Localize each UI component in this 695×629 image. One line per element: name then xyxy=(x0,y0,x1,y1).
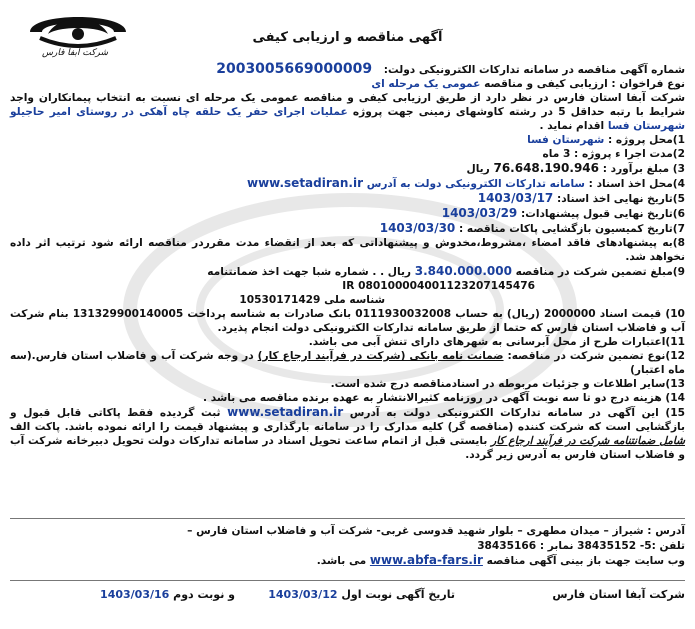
item-3 xyxy=(10,161,685,176)
item-4 xyxy=(10,176,685,191)
phone-number: 38435152 xyxy=(577,539,637,552)
company-name: شرکت آبفا استان فارس xyxy=(552,588,685,601)
divider-top xyxy=(10,518,685,519)
item-8: 8)به پیشنهادهای فاقد امضاء ،مشروط،مخدوش و پیشنهاداتی که بعد از انقضاء مدت مقرردر مناقصه ارائه شود ترتیب اثر داده نخواهد شد. xyxy=(10,237,685,263)
item-15-envelope: شامل ضمانتنامه شرکت در فرآیند ارجاع کار xyxy=(491,435,685,447)
item-10-account: 0111930032008 xyxy=(355,308,452,320)
tender-number-line xyxy=(10,62,685,77)
item-9-national: 10530171429 xyxy=(239,294,321,306)
setadiran-link[interactable]: www.setadiran.ir xyxy=(246,176,363,190)
item-9-iban: IR 080100004001123207145476 xyxy=(342,280,535,292)
item-15-link[interactable]: www.setadiran.ir xyxy=(227,405,344,419)
item-10-label: 10) قیمت اسناد xyxy=(599,308,685,320)
item-15-text-1: 15) این آگهی در سامانه تدارکات الکترونیکی دولت به آدرس xyxy=(349,407,685,419)
item-9-iban-line xyxy=(10,279,685,293)
item-9-national-line xyxy=(10,293,685,307)
divider-bottom xyxy=(10,580,685,581)
item-7-value: 1403/03/30 xyxy=(379,221,456,235)
phone-line xyxy=(10,539,685,554)
item-5-value: 1403/03/17 xyxy=(477,191,554,205)
item-10 xyxy=(10,307,685,335)
item-4-label: 4)محل اخذ اسناد : xyxy=(588,178,685,190)
website-line xyxy=(10,553,685,569)
item-9-value: 3.840.000.000 xyxy=(414,264,512,278)
item-6-value: 1403/03/29 xyxy=(441,206,518,220)
item-2: 2)مدت اجرا ء پروژه : 3 ماه xyxy=(542,148,685,160)
item-5 xyxy=(10,191,685,206)
tender-number-label: شماره آگهی مناقصه در سامانه تدارکات الکترونیکی دولت: xyxy=(383,64,685,76)
intro-text-2: اقدام نماید . xyxy=(539,120,605,132)
item-9 xyxy=(10,264,685,279)
notice-body xyxy=(10,62,685,462)
fax-number: 38435166 xyxy=(477,539,537,552)
logo-caption: شرکت آبفا فارس xyxy=(42,48,109,58)
item-15-text-2: ثبت گردیده فقط پاکاتی قابل قبول و بازگشایی است که شرکت کننده (مناقصه گر) کلیه مدارک را در سامانه بارگذاری و پیشنهاد قیمت را ارائه نموده باشد. پاکت الف xyxy=(10,407,685,433)
item-12 xyxy=(10,349,685,377)
page-title: آگهی مناقصه و ارزیابی کیفی xyxy=(252,30,443,45)
fax-label: نمابر : xyxy=(539,539,574,552)
item-12-guarantee: ضمانت نامه بانکی (شرکت در فرآیند ارجاع کار) xyxy=(257,350,504,362)
item-12-label: 12)نوع تضمین شرکت در مناقصه: xyxy=(507,350,685,362)
item-10-text-2: بانک صادرات به شناسه پرداخت xyxy=(187,308,352,320)
item-1 xyxy=(10,133,685,147)
phone-label: تلفن :5- xyxy=(639,539,685,552)
item-12-text: در وجه شرکت آب و فاضلاب استان فارس.(سه ماه اعتبار) xyxy=(10,350,685,376)
second-publication-label: و نوبت دوم xyxy=(173,588,235,601)
item-1-label: 1)محل پروژه : xyxy=(608,134,685,146)
item-9-rest: ریال . . شماره شبا جهت اخذ ضمانتنامه xyxy=(207,266,412,278)
item-14: 14) هزینه درج دو تا سه نوبت آگهی در روزنامه کثیرالانتشار به عهده برنده مناقصه می باشد . xyxy=(203,392,685,404)
intro-text-1: شرکت آبفا استان فارس در نظر دارد از طریق ارزیابی کیفی و مناقصه عمومی یک مرحله ای نسبت به انتخاب پیمانکاران واجد شرایط با رتبه حداقل 5 در رشته کاوشهای زمینی جهت پروژه xyxy=(10,92,685,118)
first-publication xyxy=(268,588,455,601)
item-15 xyxy=(10,405,685,462)
abfa-website-link[interactable]: www.abfa-fars.ir xyxy=(369,553,483,567)
item-10-text-3: بنام شرکت آب و فاضلاب استان فارس که حتما از طریق سامانه تدارکات الکترونیکی دولت انجام پذیرد. xyxy=(10,308,685,334)
call-type-value: عمومی یک مرحله ای xyxy=(371,78,481,90)
item-4-value: سامانه تدارکات الکترونیکی دولت به آدرس xyxy=(366,178,585,190)
item-3-value: 76.648.190.946 xyxy=(493,161,599,175)
item-10-text-1: (ریال) به حساب xyxy=(455,308,540,320)
item-9-label: 9)مبلغ تضمین شرکت در مناقصه xyxy=(515,266,685,278)
item-11: 11)اعتبارات طرح از محل آبرسانی به شهرهای دارای تنش آبی می باشد. xyxy=(308,336,685,348)
item-7-label: 7)تاریخ کمیسیون بازگشایی پاکات مناقصه : xyxy=(458,223,685,235)
call-type-line xyxy=(10,77,685,91)
item-6 xyxy=(10,206,685,221)
intro-paragraph xyxy=(10,91,685,133)
address-line: آدرس : شیراز – میدان مطهری – بلوار شهید قدوسی غربی- شرکت آب و فاضلاب استان فارس – xyxy=(187,525,685,537)
item-3-label: 3) مبلغ برآورد : xyxy=(602,163,685,175)
contact-footer xyxy=(10,524,685,569)
website-suffix: می باشد. xyxy=(316,555,367,567)
call-type-label: نوع فراخوان : ارزیابی کیفی و مناقصه xyxy=(484,78,685,90)
item-7 xyxy=(10,221,685,236)
item-5-label: 5)تاریخ نهایی اخذ اسناد: xyxy=(556,193,685,205)
item-3-unit: ریال xyxy=(466,163,490,175)
first-publication-label: تاریخ آگهی نوبت اول xyxy=(341,588,455,601)
item-10-value: 2000000 xyxy=(543,308,596,320)
item-6-label: 6)تاریخ نهایی قبول پیشنهادات: xyxy=(520,208,685,220)
item-13: 13)سایر اطلاعات و جزئیات مربوطه در اسنادمناقصه درج شده است. xyxy=(330,378,685,390)
first-publication-date: 1403/03/12 xyxy=(268,588,338,601)
website-label: وب سایت جهت باز بینی آگهی مناقصه xyxy=(486,555,685,567)
item-10-payment-id: 131329900140005 xyxy=(72,308,184,320)
second-publication-date: 1403/03/16 xyxy=(100,588,170,601)
item-15-text-3: بایستی قبل از اتمام ساعت تحویل اسناد در سامانه تدارکات دولت تحویل دبیرخانه شرکت آب و فاضلاب استان فارس به آدرس زیر گردد. xyxy=(10,435,685,461)
item-9-national-label: شناسه ملی xyxy=(324,294,385,306)
second-publication xyxy=(100,588,235,601)
tender-number: 2003005669000009 xyxy=(216,61,373,77)
project-name: عملیات اجرای حفر یک حلقه چاه آهکی در روستای امیر حاجیلو شهرستان فسا xyxy=(10,106,685,132)
item-1-value: شهرستان فسا xyxy=(527,134,605,146)
